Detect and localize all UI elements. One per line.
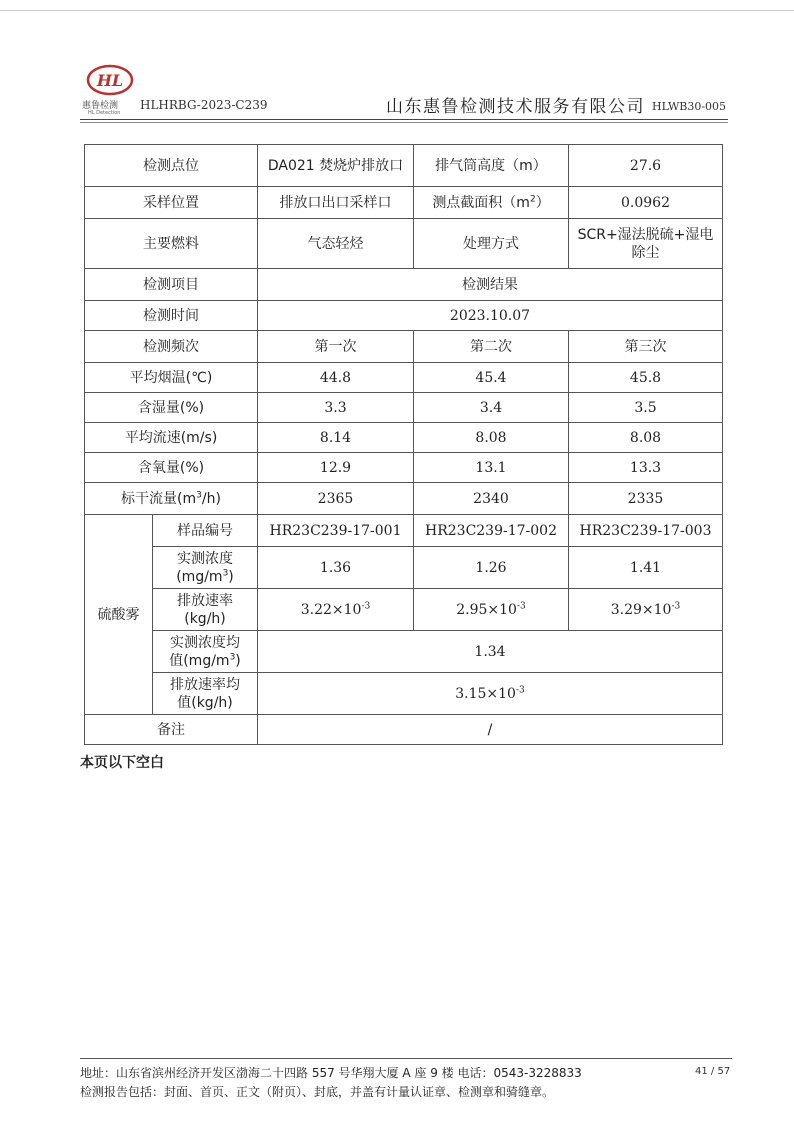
concentration-3: 1.41	[569, 547, 723, 589]
avg-concentration-label	[153, 631, 258, 673]
time-value: 2023.10.07	[258, 301, 723, 331]
table-row	[85, 145, 723, 187]
avg-rate-label-line2: 值(kg/h)	[177, 694, 233, 711]
table-row	[85, 673, 723, 715]
table-row	[85, 515, 723, 547]
rate-exp-base: ×10	[331, 601, 362, 618]
temperature-1: 44.8	[258, 363, 414, 393]
area-label-sup: 2	[529, 193, 536, 204]
frequency-2: 第二次	[414, 331, 569, 363]
moisture-1: 3.3	[258, 393, 414, 423]
logo-text: 惠鲁检测	[82, 101, 119, 111]
concentration-label	[153, 547, 258, 589]
velocity-2: 8.08	[414, 423, 569, 453]
page-header	[80, 62, 728, 122]
oxygen-1: 12.9	[258, 453, 414, 483]
company-name: 山东惠鲁检测技术服务有限公司	[386, 97, 645, 117]
area-label-suffix: ）	[535, 194, 550, 211]
document-code: HLWB30-005	[652, 100, 727, 113]
svg-text:HL: HL	[96, 71, 124, 90]
table-row	[85, 219, 723, 269]
rate-label-line2: (kg/h)	[184, 610, 226, 627]
rate-mantissa: 3.29	[610, 601, 642, 618]
item-label: 检测项目	[85, 269, 258, 301]
avg-rate-mantissa: 3.15	[455, 685, 487, 702]
sample-id-2: HR23C239-17-002	[414, 515, 569, 547]
page-number: 41 / 57	[695, 1066, 731, 1077]
rate-exponent: -3	[361, 600, 371, 611]
rate-exponent: -3	[671, 600, 681, 611]
avg-conc-label-sup: 3	[229, 651, 236, 662]
cross-section-area-label	[414, 187, 569, 219]
moisture-3: 3.5	[569, 393, 723, 423]
conc-label-line1: 实测浓度	[177, 550, 233, 567]
temperature-3: 45.8	[569, 363, 723, 393]
conc-label-line2-prefix: (mg/m	[176, 568, 223, 585]
avg-emission-rate-label	[153, 673, 258, 715]
velocity-3: 8.08	[569, 423, 723, 453]
frequency-1: 第一次	[258, 331, 414, 363]
point-value: DA021 焚烧炉排放口	[258, 145, 414, 187]
stack-height-value: 27.6	[569, 145, 723, 187]
frequency-label: 检测频次	[85, 331, 258, 363]
cross-section-area-value: 0.0962	[569, 187, 723, 219]
conc-label-line2-suffix: )	[228, 568, 234, 585]
velocity-label: 平均流速(m/s)	[85, 423, 258, 453]
sample-id-1: HR23C239-17-001	[258, 515, 414, 547]
flow-label-sup: 3	[196, 489, 202, 500]
emission-rate-label	[153, 589, 258, 631]
treatment-value: SCR+湿法脱硫+湿电除尘	[569, 219, 723, 269]
flow-1: 2365	[258, 483, 414, 515]
avg-concentration-value: 1.34	[258, 631, 723, 673]
flow-label	[85, 483, 258, 515]
blank-page-note: 本页以下空白	[80, 755, 164, 771]
table-row	[85, 483, 723, 515]
table-row	[85, 363, 723, 393]
rate-exp-base: ×10	[487, 601, 517, 618]
oxygen-label: 含氧量(%)	[85, 453, 258, 483]
flow-2: 2340	[414, 483, 569, 515]
table-row	[85, 301, 723, 331]
header-rule-secondary	[80, 122, 728, 123]
table-row	[85, 589, 723, 631]
flow-3: 2335	[569, 483, 723, 515]
sample-id-label: 样品编号	[153, 515, 258, 547]
avg-conc-label-line1: 实测浓度均	[170, 634, 240, 651]
rate-exp-base: ×10	[486, 685, 516, 702]
table-row	[85, 631, 723, 673]
emission-rate-2	[414, 589, 569, 631]
table-row	[85, 187, 723, 219]
emission-rate-3	[569, 589, 723, 631]
flow-label-suffix: /h)	[201, 490, 221, 507]
sampling-position-label: 采样位置	[85, 187, 258, 219]
area-label-prefix: 测点截面积（m	[432, 194, 530, 211]
oxygen-2: 13.1	[414, 453, 569, 483]
fuel-label: 主要燃料	[85, 219, 258, 269]
point-label: 检测点位	[85, 145, 258, 187]
table-row	[85, 453, 723, 483]
sampling-position-value: 排放口出口采样口	[258, 187, 414, 219]
frequency-3: 第三次	[569, 331, 723, 363]
treatment-label: 处理方式	[414, 219, 569, 269]
footer-contents-note: 检测报告包括：封面、首页、正文（附页）、封底，并盖有计量认证章、检测章和骑缝章。	[80, 1085, 555, 1099]
table-row	[85, 331, 723, 363]
rate-label-line1: 排放速率	[177, 592, 233, 609]
pollutant-name: 硫酸雾	[85, 515, 153, 715]
header-rule	[80, 119, 728, 120]
remark-value: /	[258, 715, 723, 745]
fuel-value: 气态轻烃	[258, 219, 414, 269]
table-row	[85, 547, 723, 589]
rate-exponent: -3	[516, 600, 526, 611]
sample-id-3: HR23C239-17-003	[569, 515, 723, 547]
flow-label-prefix: 标干流量(m	[121, 490, 197, 507]
rate-exp-base: ×10	[641, 601, 672, 618]
avg-emission-rate-value	[258, 673, 723, 715]
stack-height-label: 排气筒高度（m）	[414, 145, 569, 187]
moisture-label: 含湿量(%)	[85, 393, 258, 423]
footer-rule	[80, 1058, 732, 1059]
time-label: 检测时间	[85, 301, 258, 331]
emission-rate-1	[258, 589, 414, 631]
report-number: HLHRBG-2023-C239	[140, 98, 268, 112]
scan-edge-line	[0, 10, 794, 11]
rate-mantissa: 2.95	[456, 601, 488, 618]
temperature-2: 45.4	[414, 363, 569, 393]
concentration-1: 1.36	[258, 547, 414, 589]
remark-label: 备注	[85, 715, 258, 745]
avg-conc-label-line2-prefix: 值(mg/m	[169, 652, 230, 669]
oxygen-3: 13.3	[569, 453, 723, 483]
logo-subtitle: HL Detection	[88, 110, 121, 116]
table-row	[85, 393, 723, 423]
moisture-2: 3.4	[414, 393, 569, 423]
rate-exponent: -3	[515, 684, 525, 695]
temperature-label: 平均烟温(℃)	[85, 363, 258, 393]
table-row	[85, 269, 723, 301]
conc-label-sup: 3	[222, 567, 229, 578]
concentration-2: 1.26	[414, 547, 569, 589]
monitoring-results-table	[84, 144, 723, 745]
rate-mantissa: 3.22	[300, 601, 332, 618]
footer-address: 地址：山东省滨州经济开发区渤海二十四路 557 号华翔大厦 A 座 9 楼 电话：0543-3228833	[80, 1066, 582, 1080]
avg-conc-label-line2-suffix: )	[235, 652, 241, 669]
table-row	[85, 423, 723, 453]
result-label: 检测结果	[258, 269, 723, 301]
velocity-1: 8.14	[258, 423, 414, 453]
table-row	[85, 715, 723, 745]
avg-rate-label-line1: 排放速率均	[170, 676, 240, 693]
